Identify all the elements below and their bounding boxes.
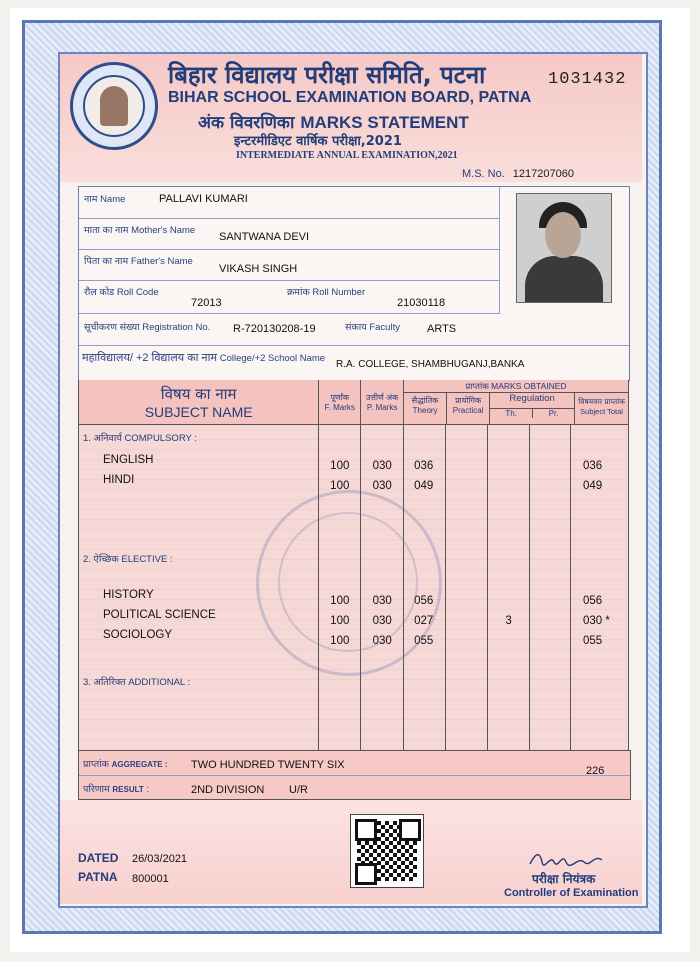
theory-header: सैद्धांतिक Theory [404,393,447,424]
roll-number: 21030118 [397,297,446,309]
place-label: PATNA [78,870,118,884]
subject-name: ENGLISH [103,454,154,466]
name-row [79,187,500,219]
full-marks-column: 100 100 100 100 100 [319,425,361,751]
mother-row [79,219,500,250]
aggregate-words: TWO HUNDRED TWENTY SIX [191,759,345,771]
result-division: 2ND DIVISION [191,784,265,796]
subject-header: विषय का नाम SUBJECT NAME [79,380,319,425]
issue-date: 26/03/2021 [132,853,188,865]
board-title-hindi: बिहार विद्यालय परीक्षा समिति, पटना [168,61,486,89]
controller-title-hindi: परीक्षा नियंत्रक [532,872,596,886]
aggregate-box [78,750,631,800]
controller-signature [528,850,604,870]
regulation-grace: 3 [505,615,512,627]
registration-label: सूचीकरण संख्या Registration No. [84,322,211,333]
regulation-header: Regulation Th. Pr. [490,393,575,424]
roll-number-label: क्रमांक Roll Number [287,287,366,298]
section-compulsory: 1. अनिवार्य COMPULSORY : [83,433,197,444]
registration-row [79,314,629,346]
result-row [79,776,630,799]
subject-name: HINDI [103,474,135,486]
name-label: नाम Name [84,194,126,205]
mother-label: माता का नाम Mother's Name [84,225,196,236]
subject-name: HISTORY [103,589,154,601]
aggregate-label: प्राप्तांक AGGREGATE : [83,759,168,770]
board-seal-icon [70,62,158,150]
student-photo [516,193,612,303]
pass-marks-header: उत्तीर्ण अंक P. Marks [361,380,404,425]
aggregate-row [79,751,630,776]
exam-title-english: INTERMEDIATE ANNUAL EXAMINATION,2021 [236,150,458,161]
board-title-english: BIHAR SCHOOL EXAMINATION BOARD, PATNA [168,89,532,106]
practical-column [446,425,488,751]
roll-code-label: रौल कोड Roll Code [84,287,159,298]
registration-number: R-720130208-19 [233,323,316,335]
exam-title-hindi: इन्टरमीडिएट वार्षिक परीक्षा,2021 [234,134,402,149]
pass-marks-column: 030 030 030 030 030 [361,425,404,751]
college-row [79,346,629,380]
college-name: R.A. COLLEGE, SHAMBHUGANJ,BANKA [336,359,525,370]
subject-name: POLITICAL SCIENCE [103,609,216,621]
ms-number: M.S. No. 1217207060 [462,168,574,180]
father-name: VIKASH SINGH [219,263,298,275]
qr-code-icon [350,814,424,888]
college-label: महाविद्यालय/ +2 विद्यालय का नाम College/+2 School Name [82,352,326,364]
obtained-header: प्राप्तांक MARKS OBTAINED सैद्धांतिक Theory प्रायोगिक Practical Regulation Th. Pr. विषयवार प्राप्तांक Subject Total [404,380,629,425]
roll-row [79,281,500,314]
regulation-pr-column [530,425,571,751]
dated-label: DATED [78,851,119,865]
pin-code: 800001 [132,873,169,885]
section-elective: 2. ऐच्छिक ELECTIVE : [83,554,173,565]
faculty-label: संकाय Faculty [345,322,400,333]
controller-title-english: Controller of Examination [504,887,639,899]
subject-total-header: विषयवार प्राप्तांक Subject Total [578,397,625,416]
subject-name: SOCIOLOGY [103,629,173,641]
mother-name: SANTWANA DEVI [219,231,310,243]
statement-title: अंक विवरणिका MARKS STATEMENT [198,113,469,133]
full-marks-header: पूर्णांक F. Marks [319,380,361,425]
father-row [79,250,500,281]
student-name: PALLAVI KUMARI [159,193,248,205]
theory-column: 036 049 056 027 055 [404,425,446,751]
regulation-th-column [488,425,530,751]
aggregate-value: 226 [586,765,605,777]
father-label: पिता का नाम Father's Name [84,256,193,267]
faculty: ARTS [427,323,457,335]
watermark-inner-ring [278,512,418,652]
result-category: U/R [289,784,308,796]
section-additional: 3. अतिरिक्त ADDITIONAL : [83,677,191,688]
serial-number: 1031432 [548,70,627,89]
subject-total-column: 036 049 056 030 * 055 [570,425,628,751]
result-label: परिणाम RESULT : [83,784,150,795]
practical-header: प्रायोगिक Practical [447,393,490,424]
roll-code: 72013 [191,297,222,309]
